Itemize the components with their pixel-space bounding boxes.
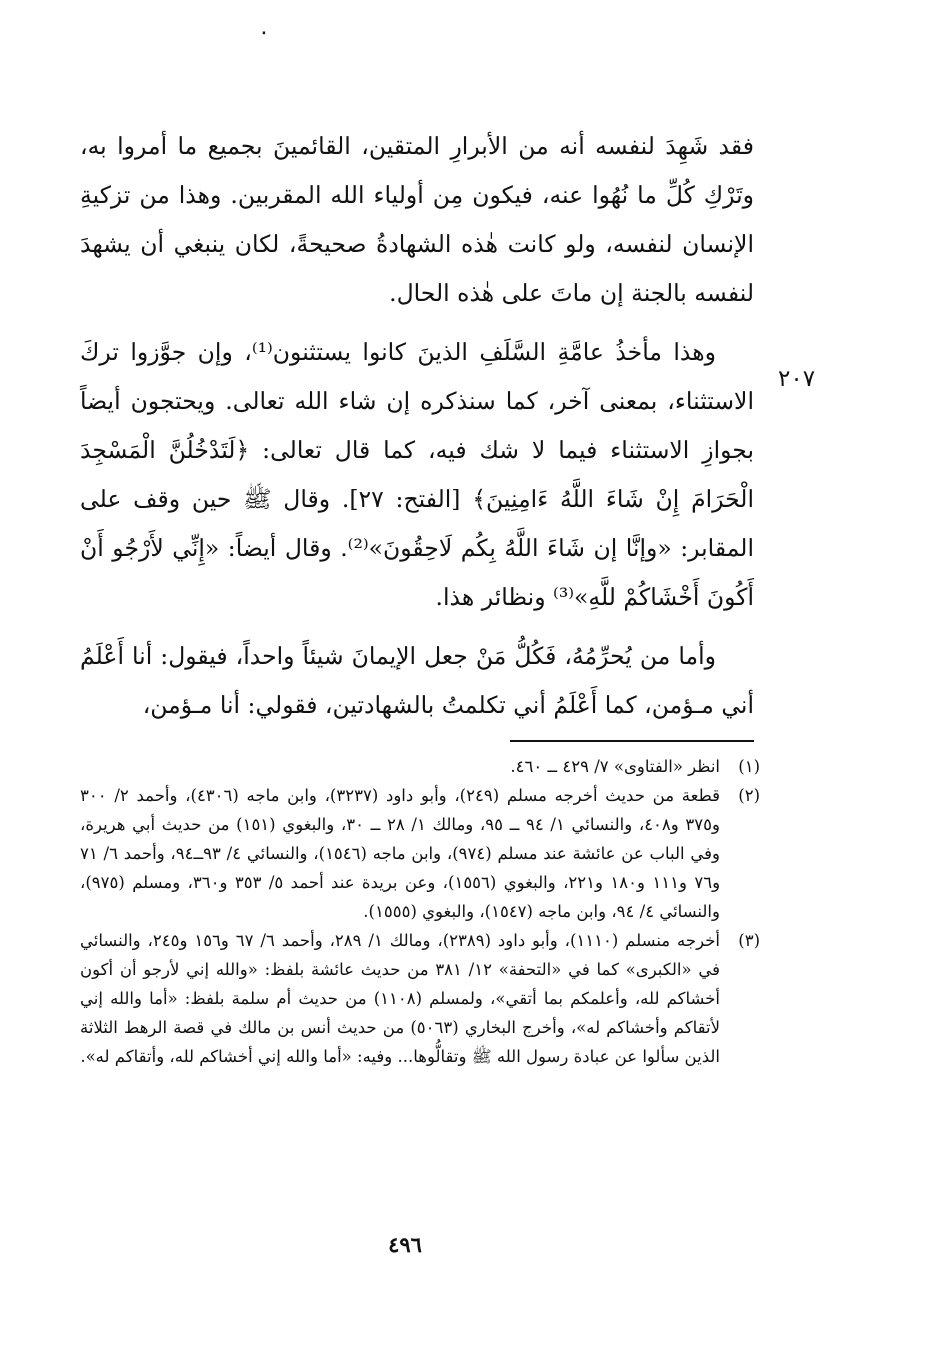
footnote-2 xyxy=(80,781,760,926)
paragraph-1: فقد شَهِدَ لنفسه أنه من الأبرارِ المتقين، القائمينَ بجميع ما أمروا به، وتَرْكِ كُلِّ ما نُهُوا عنه، فيكون مِن أولياء الله المقربين. وهذا من تزكيةِ الإنسان لنفسه، ولو كانت هٰذه الشهادةُ صحيحةً، لكان ينبغي أن يشهدَ لنفسه بالجنة إن ماتَ على هٰذه الحال. xyxy=(80,132,754,307)
footnote-text: أخرجه منسلم (١١١٠)، وأبو داود (٢٣٨٩)، ومالك ١/ ٢٨٩، وأحمد ٦/ ٦٧ و١٥٦ و٢٤٥، والنسائي في «الكبرى» كما في «التحفة» ١٢/ ٣٨١ من حديث عائشة بلفظ: «والله إني لأرجو أن أكون أخشاكم لله، وأعلمكم بما أتقي»، ولمسلم (١١٠٨) من حديث أم سلمة بلفظ: «أما والله إني لأتقاكم وأخشاكم له»، وأخرج البخاري (٥٠٦٣) من حديث أنس بن مالك في قصة الرهط الثلاثة الذين سألوا عن عبادة رسول الله ﷺ وتقالُّوها... وفيه: «أما والله إني أخشاكم لله، وأتقاكم له». xyxy=(80,931,720,1066)
footnote-number: (٢) xyxy=(738,786,760,805)
footnote-3 xyxy=(80,926,760,1071)
main-text xyxy=(80,122,754,730)
page-number: ٤٩٦ xyxy=(388,1232,422,1257)
footnote-number: (٣) xyxy=(738,931,760,950)
footnote-1 xyxy=(80,752,760,781)
header-mark: ٠ xyxy=(258,20,270,45)
footnote-text: قطعة من حديث أخرجه مسلم (٢٤٩)، وأبو داود (٣٢٣٧)، وابن ماجه (٤٣٠٦)، وأحمد ٢/ ٣٠٠ و٣٧٥ و٤٠٨، والنسائي ١/ ٩٤ ــ ٩٥، ومالك ١/ ٢٨ ــ ٣٠، والبغوي (١٥١) من حديث أبي هريرة، وفي الباب عن عائشة عند مسلم (٩٧٤)، وابن ماجه (١٥٤٦)، والنسائي ٤/ ٩٣ــ٩٤، وأحمد ٦/ ٧١ و٧٦ و١١١ و١٨٠ و٢٢١، والبغوي (١٥٥٦)، وعن بريدة عند أحمد ٥/ ٣٥٣ و٣٦٠، ومسلم (٩٧٥)، والنسائي ٤/ ٩٤، وابن ماجه (١٥٤٧)، والبغوي (١٥٥٥). xyxy=(80,786,721,921)
paragraph-2: وهذا مأخذُ عامَّةِ السَّلَفِ الذينَ كانوا يستثنون⁽¹⁾، وإن جوَّزوا تركَ الاستثناء، بمعنى آخر، كما سنذكره إن شاء الله تعالى. ويحتجون أيضاً بجوازِ الاستثناء فيما لا شك فيه، كما قال تعالى: ﴿لَتَدْخُلُنَّ الْمَسْجِدَ الْحَرَامَ إِنْ شَاءَ اللَّهُ ءَامِنِينَ﴾ [الفتح: ٢٧]. وقال ﷺ حين وقف على المقابر: «وإنَّا إن شَاءَ اللَّهُ بِكُم لَاحِقُونَ»⁽²⁾. وقال أيضاً: «إِنِّي لأَرْجُو أَنْ أَكُونَ أَخْشَاكُمْ للَّهِ»⁽³⁾ ونظائر هذا. xyxy=(80,338,754,611)
margin-number: ٢٠٧ xyxy=(778,366,816,392)
footnote-number: (١) xyxy=(738,757,760,776)
footnote-separator xyxy=(510,740,754,742)
paragraph-3: وأما من يُحرِّمُهُ، فَكُلُّ مَنْ جعل الإيمانَ شيئاً واحداً، فيقول: أنا أَعْلَمُ أني مـؤمن، كما أَعْلَمُ أني تكلمتُ بالشهادتين، فقولي: أنا مـؤمن، xyxy=(80,642,754,719)
footnote-text: انظر «الفتاوى» ٧/ ٤٢٩ ــ ٤٦٠. xyxy=(510,757,720,776)
footnotes xyxy=(80,752,760,1071)
